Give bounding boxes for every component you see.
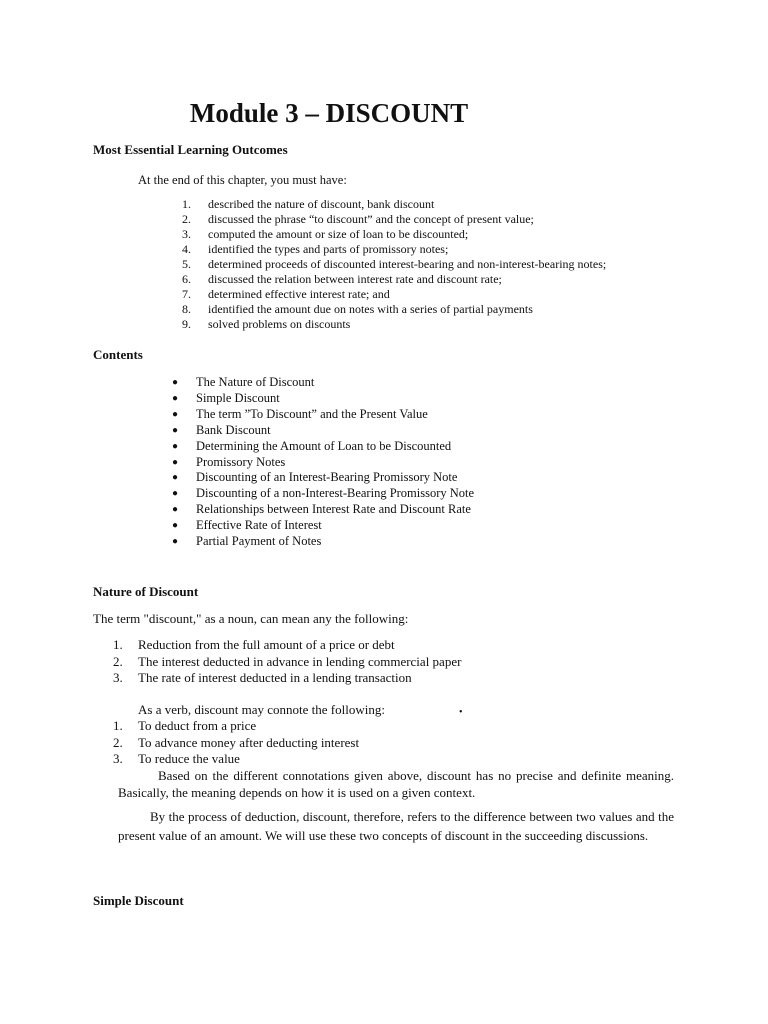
list-item: 5. determined proceeds of discounted interest-bearing and non-interest-bearing notes; (182, 257, 607, 271)
contents-heading: Contents (93, 347, 143, 362)
noun-intro: The term "discount," as a noun, can mean any the following: (93, 611, 409, 626)
page-title: Module 3 – DISCOUNT (189, 98, 469, 128)
list-item: 6. discussed the relation between interest rate and discount rate; (182, 272, 502, 286)
list-item: 7. determined effective interest rate; and (182, 287, 390, 301)
list-item: 2. The interest deducted in advance in lending commercial paper (113, 653, 462, 669)
list-item: 2. To advance money after deducting interest (113, 734, 360, 750)
bullet-icon: ● (172, 504, 179, 516)
verb-meanings-list (113, 718, 359, 768)
outcomes-intro: At the end of this chapter, you must have: (138, 173, 347, 187)
list-item: ● Bank Discount (172, 422, 271, 437)
list-item: ● Effective Rate of Interest (172, 518, 322, 533)
verb-intro: As a verb, discount may connote the following: (138, 702, 385, 717)
outcomes-heading: Most Essential Learning Outcomes (93, 142, 288, 157)
bullet-icon: ● (172, 377, 179, 388)
list-item: 9. solved problems on discounts (182, 317, 351, 331)
list-item: ● Discounting of an Interest-Bearing Promissory Note (172, 470, 458, 485)
stray-mark: • (459, 707, 463, 718)
list-item: ● Simple Discount (172, 390, 280, 405)
list-item: 3. To reduce the value (113, 751, 240, 766)
bullet-icon: ● (172, 424, 179, 436)
bullet-icon: ● (172, 472, 179, 484)
list-item: 3. The rate of interest deducted in a lending transaction (113, 670, 412, 685)
list-item: ● The Nature of Discount (172, 375, 315, 389)
bullet-icon: ● (172, 440, 179, 452)
bullet-icon: ● (172, 408, 179, 420)
nature-heading: Nature of Discount (93, 584, 199, 599)
list-item: 4. identified the types and parts of promissory notes; (182, 242, 449, 256)
bullet-icon: ● (172, 520, 179, 532)
list-item: ● Discounting of a non-Interest-Bearing Promissory Note (172, 486, 475, 501)
bullet-icon: ● (172, 488, 179, 500)
list-item: 2. discussed the phrase “to discount” and the concept of present value; (182, 212, 534, 226)
noun-meanings-list (113, 637, 461, 687)
outcomes-list (182, 197, 606, 332)
list-item: ● Determining the Amount of Loan to be Discounted (172, 438, 452, 453)
list-item: ● Promissory Notes (172, 454, 286, 469)
bullet-icon: ● (172, 456, 179, 468)
list-item: 1. Reduction from the full amount of a price or debt (113, 637, 395, 652)
list-item: 1. To deduct from a price (113, 718, 257, 733)
paragraph-connotations: Based on the different connotations given above, discount has no precise and definite meaning. Basically, the meaning depends on how it is used on a given context. (118, 768, 674, 800)
list-item: 8. identified the amount due on notes with a series of partial payments (182, 302, 533, 316)
bullet-icon: ● (172, 536, 179, 548)
simple-discount-heading: Simple Discount (93, 893, 184, 908)
list-item: ● Partial Payment of Notes (172, 534, 322, 549)
list-item: ● The term ”To Discount” and the Present Value (172, 406, 428, 421)
list-item: 1. described the nature of discount, bank discount (182, 197, 435, 211)
paragraph-deduction: By the process of deduction, discount, therefore, refers to the difference between two values and the present value of an amount. We will use these two concepts of discount in the succeeding discussions. (118, 809, 674, 843)
list-item: ● Relationships between Interest Rate and Discount Rate (172, 502, 471, 517)
list-item: 3. computed the amount or size of loan to be discounted; (182, 227, 469, 241)
bullet-icon: ● (172, 392, 179, 404)
contents-list (172, 375, 474, 550)
